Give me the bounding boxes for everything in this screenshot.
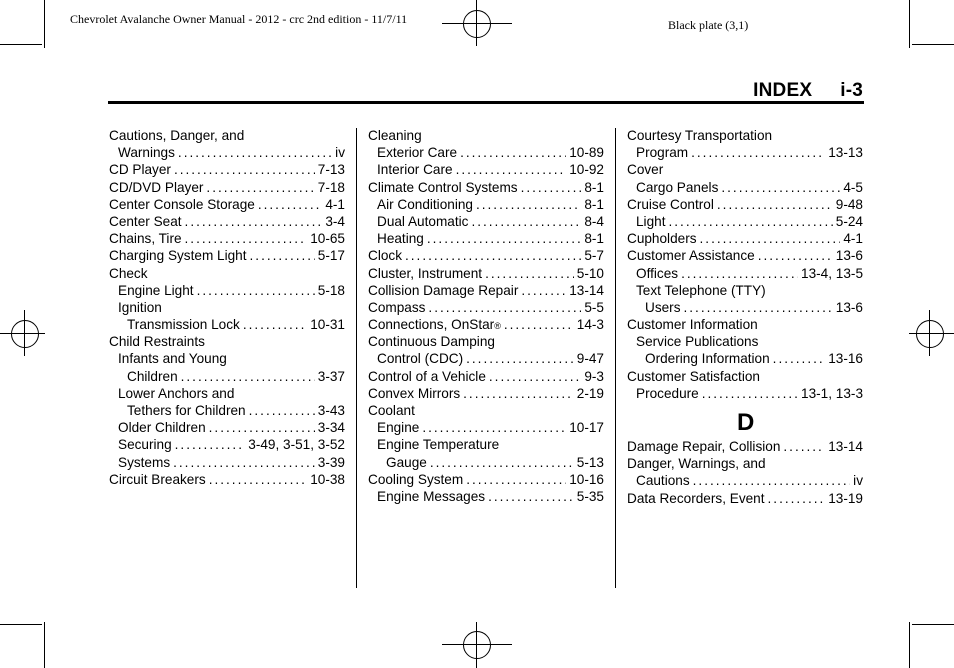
index-entry-term: Cautions, Danger, and [109,128,245,143]
index-entry-term: Convex Mirrors [368,385,461,401]
registered-mark: ® [494,321,501,332]
index-entry-page: iv [335,145,345,161]
crop-mark [44,0,45,48]
index-entry-term: Service Publications [636,334,759,350]
index-entry-term: Climate Control Systems [368,179,518,195]
dot-leader [783,438,825,455]
page-number: i-3 [840,80,863,101]
index-entry-page: 13-16 [828,351,863,367]
index-entry [627,333,863,350]
registration-mark-icon [916,320,944,348]
index-entry-term: Data Recorders, Event [627,490,765,506]
dot-leader [178,144,332,161]
index-entry-term: Engine [377,420,420,436]
index-entry-term: Procedure [636,385,699,401]
index-entry [368,127,604,144]
index-entry [368,179,604,196]
index-entry-page: 13-6 [835,299,863,315]
crop-mark [0,44,42,45]
dot-leader [206,179,314,196]
index-entry-term: Infants and Young [118,351,227,367]
index-entry [109,144,345,161]
index-entry [109,161,345,178]
index-entry-term: Check [109,265,148,281]
dot-leader [721,179,840,196]
running-header-plate: Black plate (3,1) [668,18,749,32]
index-entry-page: 5-24 [835,213,863,229]
index-entry [368,282,604,299]
index-entry [368,144,604,161]
index-entry [627,299,863,316]
dot-leader [693,472,851,489]
index-entry [109,368,345,385]
section-letter: D [737,409,755,436]
index-entry-page: 14-3 [576,317,604,333]
dot-leader [405,247,581,264]
index-entry [368,333,604,350]
index-entry-term: Light [636,213,666,229]
index-entry [368,247,604,264]
index-entry-page: 5-5 [584,299,604,315]
index-entry-page: 4-1 [325,196,345,212]
dot-leader [691,144,825,161]
index-entry-page: 13-14 [569,282,604,298]
index-entry-term: Dual Automatic [377,213,469,229]
index-entry-term: Center Seat [109,213,182,229]
index-entry-page: 8-4 [584,213,604,229]
index-entry-term: Text Telephone (TTY) [636,282,766,298]
index-entry-page: 5-10 [576,265,604,281]
index-entry-page: 5-7 [584,248,604,264]
dot-leader [209,471,308,488]
index-column-2 [368,127,604,505]
dot-leader [427,230,581,247]
section-d-entries [627,438,863,507]
index-entry-page: 5-18 [317,282,345,298]
index-entry-page: 13-13 [828,145,863,161]
dot-leader [243,316,307,333]
column-divider [615,128,616,588]
index-entry-term: CD Player [109,162,171,178]
index-entry [627,385,863,402]
dot-leader [488,488,574,505]
dot-leader [485,265,574,282]
index-entry [109,230,345,247]
index-entry-term: Collision Damage Repair [368,282,519,298]
index-entry [109,419,345,436]
dot-leader [521,282,566,299]
index-entry-term: Cleaning [368,128,422,143]
index-entry-term: Air Conditioning [377,196,473,212]
dot-leader [174,161,315,178]
index-entry-page: 10-92 [569,162,604,178]
index-entry-term: Offices [636,265,679,281]
index-entry [109,299,345,316]
index-entry-term: Customer Satisfaction [627,368,760,384]
index-entry-term: Cautions [636,473,690,489]
index-entry-term: Cooling System [368,471,464,487]
index-entry [109,213,345,230]
dot-leader [428,299,581,316]
index-entry [109,316,345,333]
index-entry-term: Securing [118,437,172,453]
index-entry-term: Exterior Care [377,145,458,161]
index-entry [109,196,345,213]
index-entry-term: Control of a Vehicle [368,368,486,384]
dot-leader [197,282,315,299]
registration-mark-icon [463,10,491,38]
index-entry-page: 10-65 [310,231,345,247]
index-entry [109,454,345,471]
index-entry-page: 5-13 [576,454,604,470]
index-entry-page: 9-3 [584,368,604,384]
dot-leader [758,247,833,264]
dot-leader [476,196,581,213]
dot-leader [430,454,574,471]
index-entry [627,316,863,333]
index-entry-term: Cruise Control [627,196,714,212]
dot-leader [185,230,308,247]
index-entry [627,472,863,489]
index-entry [368,161,604,178]
index-entry [627,265,863,282]
registration-crosshair [476,0,477,46]
index-entry-term: Center Console Storage [109,196,255,212]
running-header-title: Chevrolet Avalanche Owner Manual - 2012 - crc 2nd edition - 11/7/11 [70,12,408,26]
registration-crosshair [909,333,954,334]
index-entry [627,196,863,213]
index-entry [368,471,604,488]
index-entry [627,213,863,230]
index-entry-page: 3-39 [317,454,345,470]
dot-leader [463,385,574,402]
index-entry [368,316,604,333]
index-entry [368,230,604,247]
dot-leader [521,179,582,196]
registration-mark-icon [463,631,491,659]
index-entry-term: Continuous Damping [368,334,495,350]
dot-leader [422,419,566,436]
crop-mark [909,0,910,48]
index-entry-page: 8-1 [584,231,604,247]
index-entry-page: 7-13 [317,162,345,178]
index-entry [368,350,604,367]
index-entry-term: Lower Anchors and [118,385,235,401]
index-entry [109,402,345,419]
index-entry-page: 10-16 [569,471,604,487]
page-title [753,80,863,102]
index-entry-term: Program [636,145,689,161]
index-entry [627,490,863,507]
index-entry-term: Chains, Tire [109,231,182,247]
index-entry [627,282,863,299]
registration-crosshair [929,310,930,356]
index-entry-term: Engine Temperature [377,437,500,453]
dot-leader [173,454,315,471]
index-entry-page: 13-4, 13-5 [801,265,863,281]
dot-leader [504,316,574,333]
index-entry [368,402,604,419]
index-entry [368,419,604,436]
index-entry [368,196,604,213]
index-entry [368,385,604,402]
index-entry-page: 10-38 [310,471,345,487]
index-entry-page: 3-37 [317,368,345,384]
index-entry-term: Users [645,299,681,315]
index-entry [109,350,345,367]
index-entry-term: Children [127,368,178,384]
index-entry [109,333,345,350]
index-entry-term: Clock [368,248,402,264]
index-entry-page: 10-17 [569,420,604,436]
index-entry-page: 8-1 [584,179,604,195]
registration-crosshair [0,333,45,334]
index-entry-term: Ordering Information [645,351,770,367]
index-entry-page: 3-49, 3-51, 3-52 [248,437,345,453]
index-entry-term: Charging System Light [109,248,247,264]
index-entry [368,213,604,230]
dot-leader [175,436,246,453]
index-entry [368,436,604,453]
crop-mark [909,622,910,668]
dot-leader [471,213,581,230]
dot-leader [466,471,566,488]
index-entry-term: Cupholders [627,231,697,247]
index-entry-term: Danger, Warnings, and [627,456,766,472]
index-entry-term: Heating [377,231,424,247]
index-entry-page: 13-1, 13-3 [801,385,863,401]
index-entry-page: 4-5 [843,179,863,195]
index-entry [109,179,345,196]
index-entry-term: Engine Light [118,282,194,298]
index-entry [109,247,345,264]
crop-mark [912,624,954,625]
dot-leader [181,368,315,385]
dot-leader [773,350,826,367]
index-entry [627,179,863,196]
index-entry-page: 13-19 [828,490,863,506]
index-entry-term: Connections, OnStar [368,317,495,333]
index-entry [627,350,863,367]
index-entry [627,161,863,178]
index-column-3-entries [627,127,863,402]
dot-leader [258,196,323,213]
index-entry [627,144,863,161]
crop-mark [0,624,42,625]
index-entry-page: 4-1 [843,231,863,247]
dot-leader [700,230,841,247]
index-entry [109,265,345,282]
index-column-3 [627,127,863,507]
index-entry-term: CD/DVD Player [109,179,204,195]
index-entry [368,454,604,471]
dot-leader [668,213,832,230]
index-entry-term: Courtesy Transportation [627,128,773,143]
index-entry-page: 8-1 [584,196,604,212]
index-entry-term: Damage Repair, Collision [627,439,781,454]
title-rule [108,101,864,104]
registration-crosshair [442,23,512,24]
registration-crosshair [24,310,25,356]
index-entry [627,455,863,472]
index-entry [627,368,863,385]
index-entry-page: 7-18 [317,179,345,195]
registration-mark-icon [11,320,39,348]
index-entry-page: 3-43 [317,403,345,418]
index-entry [627,438,863,455]
index-entry-term: Older Children [118,420,206,436]
index-entry-term: Cargo Panels [636,179,719,195]
dot-leader [466,350,574,367]
index-entry-term: Child Restraints [109,334,205,350]
index-entry [109,282,345,299]
index-entry-page: 5-17 [317,248,345,264]
index-entry [109,385,345,402]
dot-leader [209,419,315,436]
index-entry-term: Tethers for Children [127,403,246,418]
index-entry [109,471,345,488]
index-entry-page: 5-35 [576,488,604,504]
index-entry [368,488,604,505]
index-entry-term: Cover [627,162,664,178]
index-entry-term: Ignition [118,299,162,315]
index-entry-term: Coolant [368,403,415,418]
dot-leader [185,213,323,230]
dot-leader [249,402,315,419]
index-entry-term: Interior Care [377,162,453,178]
index-entry-page: 3-34 [317,420,345,436]
index-entry-page: 2-19 [576,385,604,401]
index-entry-page: 10-31 [310,317,345,333]
index-entry-term: Cluster, Instrument [368,265,483,281]
index-entry-page: 13-6 [835,248,863,264]
index-entry-term: Transmission Lock [127,317,240,333]
index-entry-page: 9-48 [835,196,863,212]
index-entry-page: 3-4 [325,213,345,229]
dot-leader [717,196,833,213]
index-entry-term: Engine Messages [377,488,486,504]
index-entry-page: iv [853,473,863,489]
dot-leader [489,368,581,385]
index-column-1 [109,127,345,488]
index-entry-term: Customer Information [627,317,758,333]
dot-leader [702,385,798,402]
index-entry-term: Compass [368,299,426,315]
index-entry-term: Warnings [118,145,175,161]
dot-leader [460,144,566,161]
index-entry-term: Customer Assistance [627,248,755,264]
index-entry-page: 13-14 [828,439,863,454]
page-title-text: INDEX [753,80,813,101]
index-entry [627,127,863,144]
registration-crosshair [442,644,512,645]
registration-crosshair [476,622,477,668]
index-entry [368,368,604,385]
index-entry [368,299,604,316]
index-entry [627,230,863,247]
index-entry [109,436,345,453]
index-entry-term: Circuit Breakers [109,471,206,487]
dot-leader [250,247,315,264]
dot-leader [684,299,833,316]
index-entry [627,247,863,264]
index-entry-term: Control (CDC) [377,351,464,367]
index-entry-term: Systems [118,454,171,470]
index-entry [368,265,604,282]
dot-leader [681,265,798,282]
index-entry [109,127,345,144]
index-entry-page: 9-47 [576,351,604,367]
dot-leader [456,161,567,178]
index-entry-page: 10-89 [569,145,604,161]
crop-mark [44,622,45,668]
index-entry-term: Gauge [386,454,427,470]
crop-mark [912,44,954,45]
column-divider [356,128,357,588]
dot-leader [768,490,826,507]
